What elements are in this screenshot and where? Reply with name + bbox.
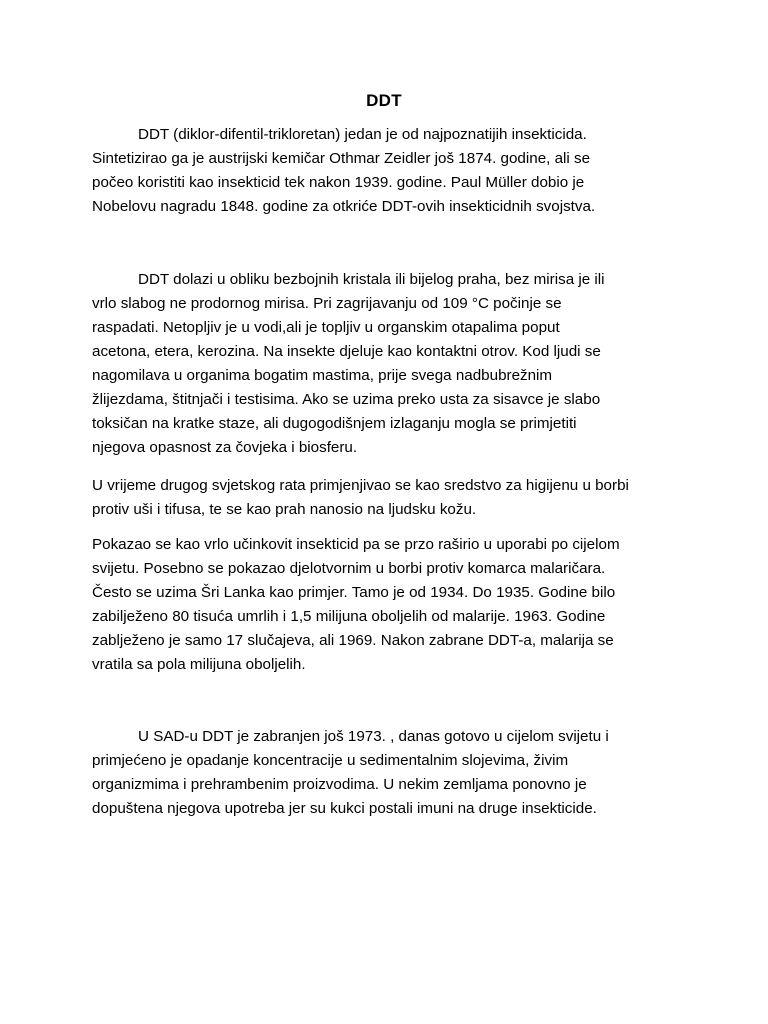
paragraph-ban [92, 725, 692, 821]
document-title: DDT [366, 91, 402, 110]
paragraph-line: raspadati. Netopljiv je u vodi,ali je topljiv u organskim otapalima poput [92, 319, 560, 336]
paragraph-line: acetona, etera, kerozina. Na insekte djeluje kao kontaktni otrov. Kod ljudi se [92, 343, 601, 360]
paragraph-line: zablježeno je samo 17 slučajeva, ali 1969. Nakon zabrane DDT-a, malarija se [92, 632, 614, 649]
paragraph-line: svijetu. Posebno se pokazao djelotvornim u borbi protiv komarca malaričara. [92, 560, 606, 577]
paragraph-malaria [92, 533, 692, 677]
paragraph-properties [92, 268, 692, 460]
paragraph-line: vratila sa pola milijuna oboljelih. [92, 656, 306, 673]
paragraph-line: protiv uši i tifusa, te se kao prah nanosio na ljudsku kožu. [92, 501, 477, 518]
paragraph-line: vrlo slabog ne prodornog mirisa. Pri zagrijavanju od 109 °C počinje se [92, 295, 562, 312]
paragraph-line: Nobelovu nagradu 1848. godine za otkriće DDT-ovih insekticidnih svojstva. [92, 198, 596, 215]
paragraph-line: žlijezdama, štitnjači i testisima. Ako se uzima preko usta za sisavce je slabo [92, 391, 601, 408]
paragraph-line: U vrijeme drugog svjetskog rata primjenjivao se kao sredstvo za higijenu u borbi [92, 477, 629, 494]
paragraph-line: toksičan na kratke staze, ali dugogodišnjem izlaganju mogla se primjetiti [92, 415, 577, 432]
paragraph-line: organizmima i prehrambenim proizvodima. U nekim zemljama ponovno je [92, 776, 587, 793]
paragraph-wartime-use [92, 474, 692, 522]
paragraph-line: Često se uzima Šri Lanka kao primjer. Tamo je od 1934. Do 1935. Godine bilo [92, 584, 616, 601]
paragraph-line: zabilježeno 80 tisuća umrlih i 1,5 milijuna oboljelih od malarije. 1963. Godine [92, 608, 606, 625]
paragraph-line: DDT dolazi u obliku bezbojnih kristala ili bijelog praha, bez mirisa je ili [138, 271, 605, 288]
paragraph-line: Pokazao se kao vrlo učinkovit insekticid pa se przo raširio u uporabi po cijelom [92, 536, 620, 553]
paragraph-line: primjećeno je opadanje koncentracije u sedimentalnim slojevima, živim [92, 752, 569, 769]
paragraph-line: U SAD-u DDT je zabranjen još 1973. , danas gotovo u cijelom svijetu i [138, 728, 609, 745]
paragraph-line: nagomilava u organima bogatim mastima, prije svega nadbubrežnim [92, 367, 553, 384]
paragraph-line: DDT (diklor-difentil-trikloretan) jedan je od najpoznatijih insekticida. [138, 126, 587, 143]
paragraph-history [92, 123, 692, 219]
paragraph-line: počeo koristiti kao insekticid tek nakon 1939. godine. Paul Müller dobio je [92, 174, 585, 191]
paragraph-line: Sintetizirao ga je austrijski kemičar Othmar Zeidler još 1874. godine, ali se [92, 150, 591, 167]
paragraph-line: dopuštena njegova upotreba jer su kukci postali imuni na druge insekticide. [92, 800, 597, 817]
paragraph-line: njegova opasnost za čovjeka i biosferu. [92, 439, 358, 456]
